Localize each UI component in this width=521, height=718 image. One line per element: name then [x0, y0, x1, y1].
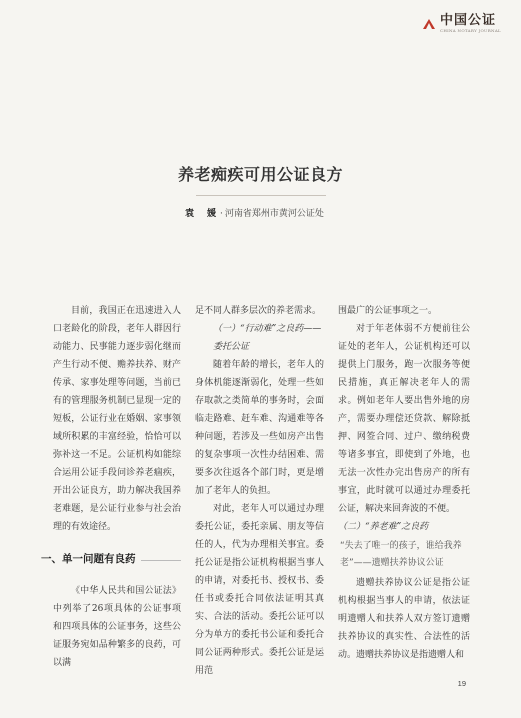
section-heading-text: 一、单一问题有良药 [41, 553, 136, 565]
subheading-2-label: （二） [338, 522, 366, 532]
section-rule [141, 560, 182, 561]
pull-quote [338, 538, 470, 572]
subheading-2 [338, 518, 470, 536]
article-title: 养老痴疾可用公证良方 [177, 165, 343, 184]
subheading-1 [195, 320, 324, 338]
author-affiliation: 河南省郑州市黄河公证处 [224, 209, 324, 219]
byline-separator: · [220, 209, 223, 219]
column-3 [338, 302, 470, 664]
title-divider [196, 195, 326, 196]
byline [185, 206, 324, 219]
journal-subtitle: CHINA NOTARY JOURNAL [439, 28, 501, 33]
section-heading-1 [41, 550, 181, 568]
masthead [422, 14, 501, 33]
journal-logo-icon [422, 17, 436, 31]
column-1 [41, 302, 181, 672]
paragraph-entrust: 对此，老年人可以通过办理委托公证，委托亲属、朋友等信任的人，代为办理相关事宜。委托公证是指公证机构根据当事人的申请，对委托书、授权书、委任书或委托合同依法证明其真实、合法的活动。委托公证可以分为单方的委托书公证和委托合同公证两种形式。委托公证是运用范 [195, 504, 324, 676]
journal-title: 中国公证 [439, 13, 496, 28]
subheading-1-tail: 委托公证 [213, 342, 250, 352]
pull-quote-tail: ——遗赠扶养协议公证 [353, 558, 444, 568]
masthead-text [440, 14, 501, 33]
subheading-1-title: “行动难”之良药—— [240, 324, 322, 334]
author-name: 袁 媛 [185, 209, 219, 219]
paragraph-continued-2: 围最广的公证事项之一。 [338, 306, 438, 316]
paragraph-law: 《中华人民共和国公证法》中列举了26项具体的公证事项和四项具体的公证事务，这些公证服务宛如品种繁多的良药，可以满 [53, 586, 181, 668]
paragraph-bequest: 遗赠扶养协议公证是指公证机构根据当事人的申请，依法证明遗赠人和扶养人双方签订遗赠扶养协议的真实性、合法性的活动。遗赠扶养协议是指遗赠人和 [338, 578, 470, 660]
subheading-1-label: （一） [213, 324, 241, 334]
paragraph-continued: 足不同人群多层次的养老需求。 [195, 306, 322, 316]
article-headline [0, 162, 521, 185]
intro-paragraph: 目前，我国正在迅速进入人口老龄化的阶段，老年人群因行动能力、民事能力逐步弱化继而产生行动不便、赡养扶养、财产传承、家事处理等问题，当前已有的管理服务机制已显现一定的短板，公证行业在婚姻、家事领域所积累的丰富经验，恰恰可以弥补这一不足。公证机构如能综合运用公证手段问诊养老痼疾，开出公证良方，助力解决我国养老难题，是公证行业参与社会治理的有效途径。 [53, 306, 181, 532]
subheading-2-title: “养老难”之良药 [365, 522, 429, 532]
column-2 [195, 302, 324, 680]
pull-quote-text: “失去了唯一的孩子，谁给我养老” [340, 541, 462, 568]
paragraph-home-service: 对于年老体弱不方便前往公证处的老年人，公证机构还可以提供上门服务，跑一次服务等便民措施，真正解决老年人的需求。例如老年人要出售外地的房产，需要办理偿还贷款、解除抵押、网签合同、过户、缴纳税费等诸多事宜，即使到了外地，也无法一次性办完出售房产的所有事宜，此时就可以通过办理委托公证，解决来回奔波的不便。 [338, 324, 470, 514]
paragraph-aging: 随着年龄的增长，老年人的身体机能逐渐弱化，处理一些如存取款之类简单的事务时，会面临走路难、赶车难、沟通难等各种问题，若涉及一些如房产出售的复杂事项一次性办结困难、需要多次往返各个部门时，更是增加了老年人的负担。 [195, 360, 324, 496]
page-number: 19 [457, 679, 466, 688]
